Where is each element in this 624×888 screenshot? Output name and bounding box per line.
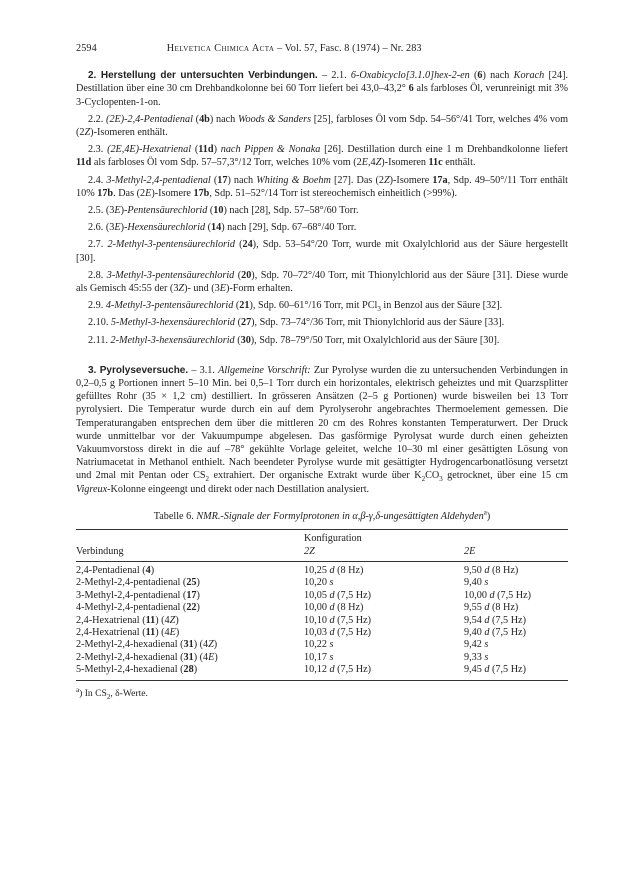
cell-compound: 3-Methyl-2,4-pentadienal (17) [76, 589, 200, 601]
cell-compound: 4-Methyl-2,4-pentadienal (22) [76, 602, 200, 614]
cell-2e: 9,50 d (8 Hz) [464, 564, 519, 576]
table-subheader-row [76, 546, 568, 562]
table-6-caption: Tabelle 6. NMR.-Signale der Formylprotonen in α,β-γ,δ-ungesättigten Aldehyden$^a$) [153, 508, 491, 522]
section-2 [76, 69, 568, 347]
cell-2z: 10,17 s [304, 651, 334, 663]
table-row [76, 639, 568, 651]
running-header [76, 42, 568, 55]
table-row [76, 615, 568, 627]
section-2-entry: 2.9. 4-Methyl-3-pentensäurechlorid (21), Sdp. 60–61°/16 Torr, mit PCl$_3$ in Benzol aus der Säure [32]. [88, 300, 503, 314]
section-2-entry: 2.6. (3E)-Hexensäurechlorid (14) nach [29], Sdp. 67–68°/40 Torr. [88, 222, 357, 234]
cell-2e: 9,42 s [464, 639, 489, 651]
table-row [76, 590, 568, 602]
table-footnote: $^a$) In $CS_2$, δ-Werte. [76, 685, 148, 701]
table-row [76, 652, 568, 664]
cell-compound: 2,4-Hexatrienal (11) (4Z) [76, 614, 179, 626]
section-2-entry: 2.11. 2-Methyl-3-hexensäurechlorid (30), Sdp. 78–79°/50 Torr, mit Oxalylchlorid aus der Säure [30]. [88, 334, 500, 346]
table-row [76, 561, 568, 577]
cell-2e: 9,54 d (7,5 Hz) [464, 614, 526, 626]
table-row [76, 627, 568, 639]
cell-compound: 2-Methyl-2,4-hexadienal (31) (4Z) [76, 639, 218, 651]
cell-2z: 10,22 s [304, 639, 334, 651]
journal-title [167, 42, 422, 55]
section-2-entry: 2.7. 2-Methyl-3-pentensäurechlorid (24), Sdp. 53–54°/20 Torr, wurde mit Oxalylchlorid aus der Säure hergestellt [30]. [76, 239, 569, 264]
journal-name: Helvetica Chimica Acta [166, 43, 275, 54]
cell-2z: 10,10 d (7,5 Hz) [304, 614, 372, 626]
volume-info: – Vol. 57, Fasc. 8 (1974) – Nr. 283 [276, 43, 422, 54]
journal-page [76, 42, 568, 700]
cell-2z: 10,00 d (8 Hz) [304, 602, 364, 614]
table-header-row [76, 530, 568, 546]
cell-2e: 9,40 d (7,5 Hz) [464, 626, 526, 638]
page-number: 2594 [76, 43, 97, 54]
cell-2e: 9,40 s [464, 577, 489, 589]
section-2-entry: 2.8. 3-Methyl-3-pentensäurechlorid (20), Sdp. 70–72°/40 Torr, mit Thionylchlorid aus der Säure [31]. Diese wurde als Gemisch 45:55 der (3Z)- und (3E)-Form erhalten. [76, 269, 569, 295]
cell-2z: 10,03 d (7,5 Hz) [304, 626, 372, 638]
section-2-entry: 2.2. (2E)-2,4-Pentadienal (4b) nach Woods & Sanders [25], farbloses Öl vom Sdp. 54–56°/41 Torr, welches 4% vom (2Z)-Isomeren enthält. [76, 113, 569, 139]
table-row [76, 664, 568, 680]
column-2z: 2Z [304, 546, 464, 562]
cell-2z: 10,20 s [304, 577, 334, 589]
column-compound: Verbindung [76, 546, 304, 562]
cell-2e: 9,45 d (7,5 Hz) [464, 664, 568, 680]
cell-compound: 2,4-Pentadienal (4) [76, 564, 155, 576]
cell-compound: 2-Methyl-2,4-hexadienal (31) (4E) [76, 651, 218, 663]
cell-2z: 10,05 d (7,5 Hz) [304, 589, 372, 601]
cell-2z: 10,12 d (7,5 Hz) [304, 664, 464, 680]
cell-2e: 9,33 s [464, 651, 489, 663]
section-2-entry: 2.3. (2E,4E)-Hexatrienal (11d) nach Pippen & Nonaka [26]. Destillation durch eine 1 m Drehbandkolonne liefert 11d als farbloses Öl vom Sdp. 57–57,3°/12 Torr, welches 10% vom (2E,4Z)-Isomeren 11c enthält. [76, 144, 569, 169]
table-row [76, 577, 568, 589]
section-2-entry: 2. Herstellung der untersuchten Verbindungen. – 2.1. 6-Oxabicyclo[3.1.0]hex-2-en (6) nach Korach [24]. Destillation über eine 30 cm Drehbandkolonne bei 60 Torr liefert bei 43,0–43,2° 6 als farbloses Öl, verunreinigt mit 3% 3-Cyclopenten-1-on. [76, 70, 569, 108]
cell-compound: 5-Methyl-2,4-hexadienal (28) [76, 664, 304, 680]
cell-2e: 10,00 d (7,5 Hz) [464, 589, 532, 601]
cell-compound: 2,4-Hexatrienal (11) (4E) [76, 626, 180, 638]
cell-2z: 10,25 d (8 Hz) [304, 564, 364, 576]
table-row [76, 602, 568, 614]
table-6 [76, 529, 568, 680]
cell-compound: 2-Methyl-2,4-pentadienal (25) [76, 577, 200, 589]
section-3-paragraph: 3. Pyrolyseversuche. – 3.1. Allgemeine Vorschrift: Zur Pyrolyse wurden die zu untersuchenden Verbindungen in 0,2–0,5 g Portionen innert 5–10 Min. bei 0,5–1 Torr durch ein horizontales, elektrisch geheiztes und mit Quarzsplitter gefülltes Rohr (35 × 1,2 cm) destilliert. In grösseren Ansätzen (2–5 g Portionen) wurde bisweilen bei 13 Torr pyrolysiert. Die Temperatur wurde durch ein auf dem Pyrolyserohr angebrachtes Thermoelement gemessen. Die Temperaturangaben entsprechen dem über die mittleren 20 cm des Rohres konstanten Temperaturwert. Der Druck wurde unmittelbar vor der Vakuumpumpe abgelesen. Das gasförmige Pyrolysat wurde durch einen geheizten Vakuumvorstoss direkt in die auf –78° gekühlte Vorlage geleitet, welche 10–30 ml einer gesättigten Lösung von Natriumacetat in Methanol enthielt. Nach beendeter Pyrolyse wurde mit gesättigter Hydrogencarbonatlösung versetzt und 2mal mit Pentan oder $CS_2$ extrahiert. Der organische Extrakt wurde über $K_2CO_3$ getrocknet, über eine 15 cm Vigreux-Kolonne eingeengt und direkt oder nach Destillation analysiert. [76, 364, 568, 495]
cell-2e: 9,55 d (8 Hz) [464, 602, 519, 614]
column-group-label: Konfiguration [304, 530, 568, 546]
column-2e: 2E [464, 546, 568, 562]
section-2-entry: 2.10. 5-Methyl-3-hexensäurechlorid (27), Sdp. 73–74°/36 Torr, mit Thionylchlorid aus der Säure [33]. [88, 317, 505, 329]
section-2-entry: 2.5. (3E)-Pentensäurechlorid (10) nach [28], Sdp. 57–58°/60 Torr. [88, 205, 359, 217]
section-2-entry: 2.4. 3-Methyl-2,4-pentadienal (17) nach Whiting & Boehm [27]. Das (2Z)-Isomere 17a, Sdp. 49–50°/11 Torr enthält 10% 17b. Das (2E)-Isomere 17b, Sdp. 51–52°/14 Torr ist stereochemisch einheitlich (>99%). [76, 174, 568, 199]
